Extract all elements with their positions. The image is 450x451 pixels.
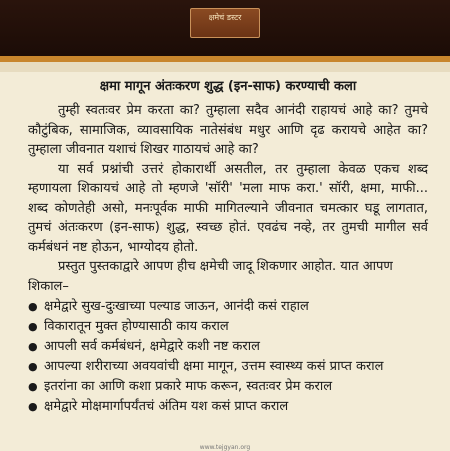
bullet-icon: ● <box>28 300 38 313</box>
list-item: ● क्षमेद्वारे सुख-दुःखाच्या पल्याड जाऊन, आनंदी कसं राहाल <box>28 297 428 317</box>
article-title: क्षमा मागून अंतःकरण शुद्ध (इन-साफ) करण्याची कला <box>99 79 357 94</box>
list-item: ● आपली सर्व कर्मबंधनं, क्षमेद्वारे कशी नष्ट कराल <box>28 337 428 357</box>
article-body <box>28 76 428 417</box>
paragraph-2: या सर्व प्रश्नांची उत्तरं होकारार्थी असतील, तर तुम्हाला केवळ एकच शब्द म्हणायला शिकायचं आहे तो म्हणजे 'सॉरी' 'मला माफ करा.' सॉरी, क्षमा, माफी... शब्द कोणतेही असो, मनःपूर्वक माफी मागितल्याने जीवनात चमत्कार घडू लागतात, तुमचं अंतःकरण (इन-साफ) शुद्ध, स्वच्छ होतं. एवढंच नव्हे, तर तुमची मागील सर्व कर्मबंधनं नष्ट होऊन, भाग्योदय होतो. <box>28 161 428 255</box>
divider-strip <box>0 62 450 72</box>
paragraph-1: तुम्ही स्वतःवर प्रेम करता का? तुम्हाला सदैव आनंदी राहायचं आहे का? तुमचे कौटुंबिक, सामाजिक, व्यावसायिक नातेसंबंध मधुर आणि दृढ करायचे आहेत का? तुम्हाला जीवनात यशाचं शिखर गाठायचं आहे का? <box>28 103 428 157</box>
bullet-icon: ● <box>28 320 38 333</box>
bullet-icon: ● <box>28 400 38 413</box>
bullet-icon: ● <box>28 340 38 353</box>
list-intro: शिकाल– <box>28 278 69 294</box>
footer-url: www.tejgyan.org <box>199 444 251 451</box>
bullet-icon: ● <box>28 380 38 393</box>
list-item: ● आपल्या शरीराच्या अवयवांची क्षमा मागून, उत्तम स्वास्थ्य कसं प्राप्त कराल <box>28 357 428 377</box>
paragraph-3: प्रस्तुत पुस्तकाद्वारे आपण हीच क्षमेची जादू शिकणार आहोत. यात आपण <box>58 259 393 274</box>
list-item: ● इतरांना का आणि कशा प्रकारे माफ करून, स्वतःवर प्रेम कराल <box>28 377 428 397</box>
book-label: क्षमेचं डस्टर <box>208 13 242 22</box>
benefits-list <box>28 297 428 417</box>
book-thumbnail <box>190 8 260 38</box>
list-item: ● विकारातून मुक्त होण्यासाठी काय कराल <box>28 317 428 337</box>
list-item: ● क्षमेद्वारे मोक्षमार्गापर्यंतचं अंतिम यश कसं प्राप्त कराल <box>28 397 428 417</box>
bullet-icon: ● <box>28 360 38 373</box>
